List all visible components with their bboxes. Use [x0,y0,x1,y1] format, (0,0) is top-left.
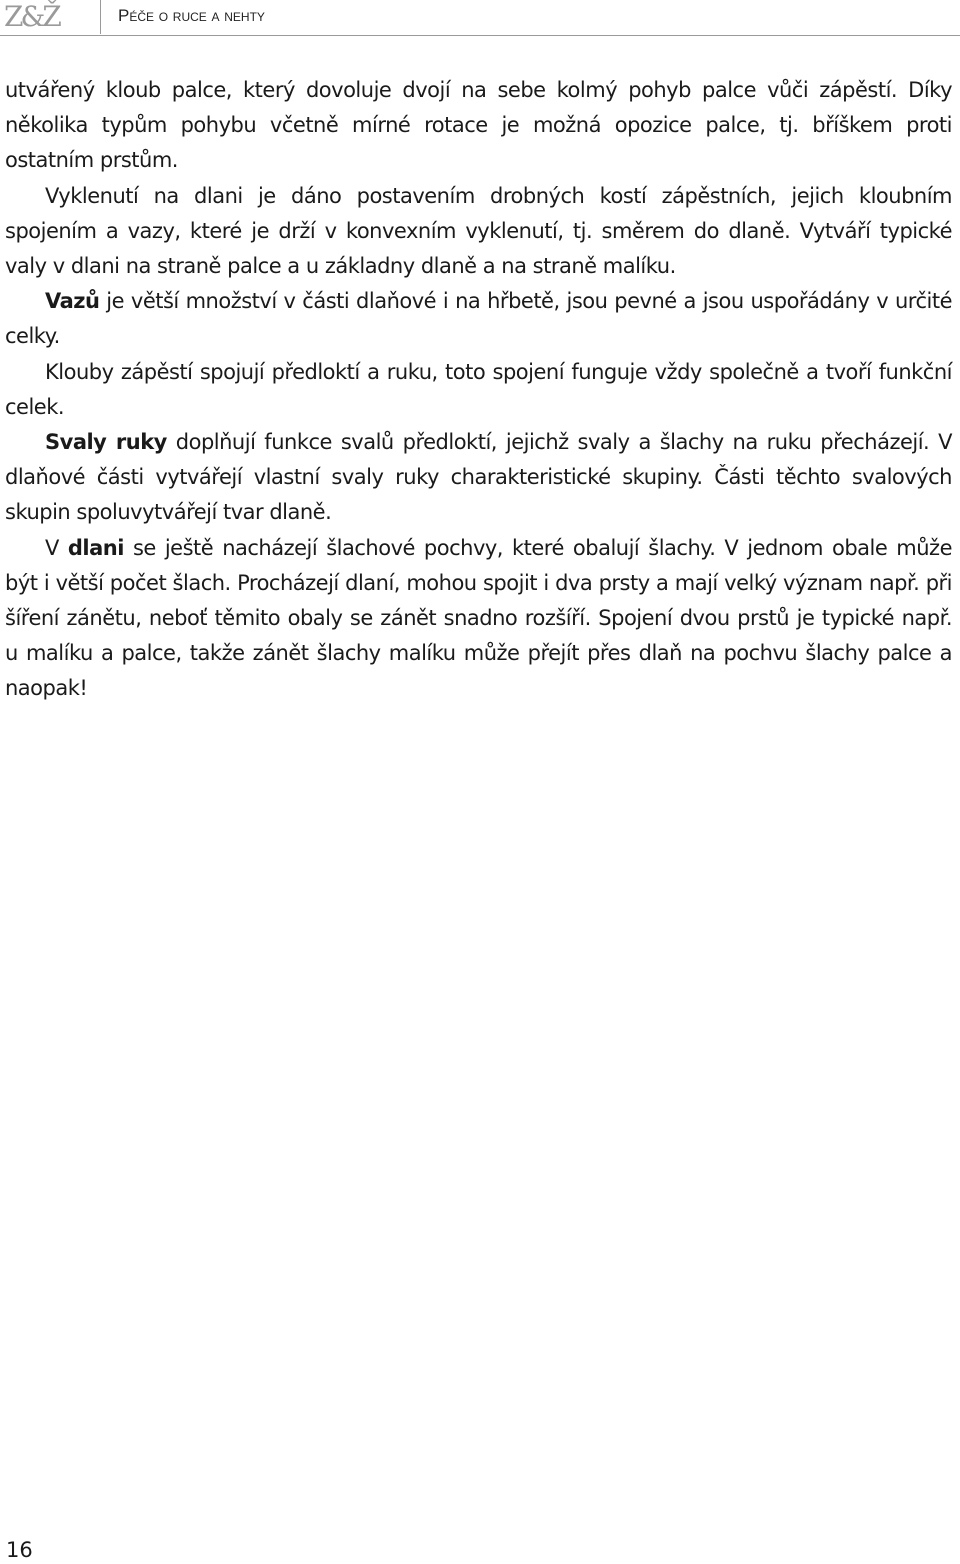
paragraph-5-text: doplňují funkce svalů předloktí, jejichž svaly a šlachy na ruku přecházejí. V dlaňové části vytvářejí vlastní svaly ruky charakteristické skupiny. Části těchto svalových skupin spoluvytvářejí tvar dlaně. [5,430,952,525]
paragraph-6-prefix: V [45,535,68,560]
header-divider [100,0,101,34]
paragraph-6 [5,531,952,707]
paragraph-3-bold-term: Vazů [45,289,100,314]
header-rule [0,35,960,36]
paragraph-6-text: se ještě nacházejí šlachové pochvy, které obalují šlachy. V jednom obale může být i větší počet šlach. Procházejí dlaní, mohou spojit i dva prsty a mají velký význam např. při šíření zánětu, neboť těmito obaly se zánět snadno rozšíří. Spojení dvou prstů je typické např. u malíku a palce, takže zánět šlachy malíku může přejít přes dlaň na pochvu šlachy palce a naopak! [5,535,953,701]
body-text [5,73,952,707]
paragraph-3 [5,284,952,354]
publisher-logo: Z&Ž [4,0,59,33]
paragraph-1 [5,73,952,179]
paragraph-1-text: utvářený kloub palce, který dovoluje dvojí na sebe kolmý pohyb palce vůči zápěstí. Díky několika typům pohybu včetně mírné rotace je možná opozice palce, tj. bříškem proti ostatním prstům. [5,78,952,173]
page-number: 16 [6,1538,33,1562]
paragraph-2 [5,179,952,285]
paragraph-6-bold-term: dlani [67,535,124,560]
paragraph-4 [5,355,952,425]
page-header [0,0,960,36]
paragraph-4-text: Klouby zápěstí spojují předloktí a ruku, toto spojení funguje vždy společně a tvoří funkční celek. [5,359,952,419]
paragraph-5-bold-term: Svaly ruky [45,430,167,455]
paragraph-2-text: Vyklenutí na dlani je dáno postavením drobných kostí zápěstních, jejich kloubním spojením a vazy, které je drží v konvexním vyklenutí, tj. směrem do dlaně. Vytváří typické valy v dlani na straně palce a u základny dlaně a na straně malíku. [5,183,952,279]
paragraph-3-text: je větší množství v části dlaňové i na hřbetě, jsou pevné a jsou uspořádány v určité celky. [5,289,952,349]
paragraph-5 [5,425,952,531]
running-title: Péče o ruce a nehty [118,6,265,25]
